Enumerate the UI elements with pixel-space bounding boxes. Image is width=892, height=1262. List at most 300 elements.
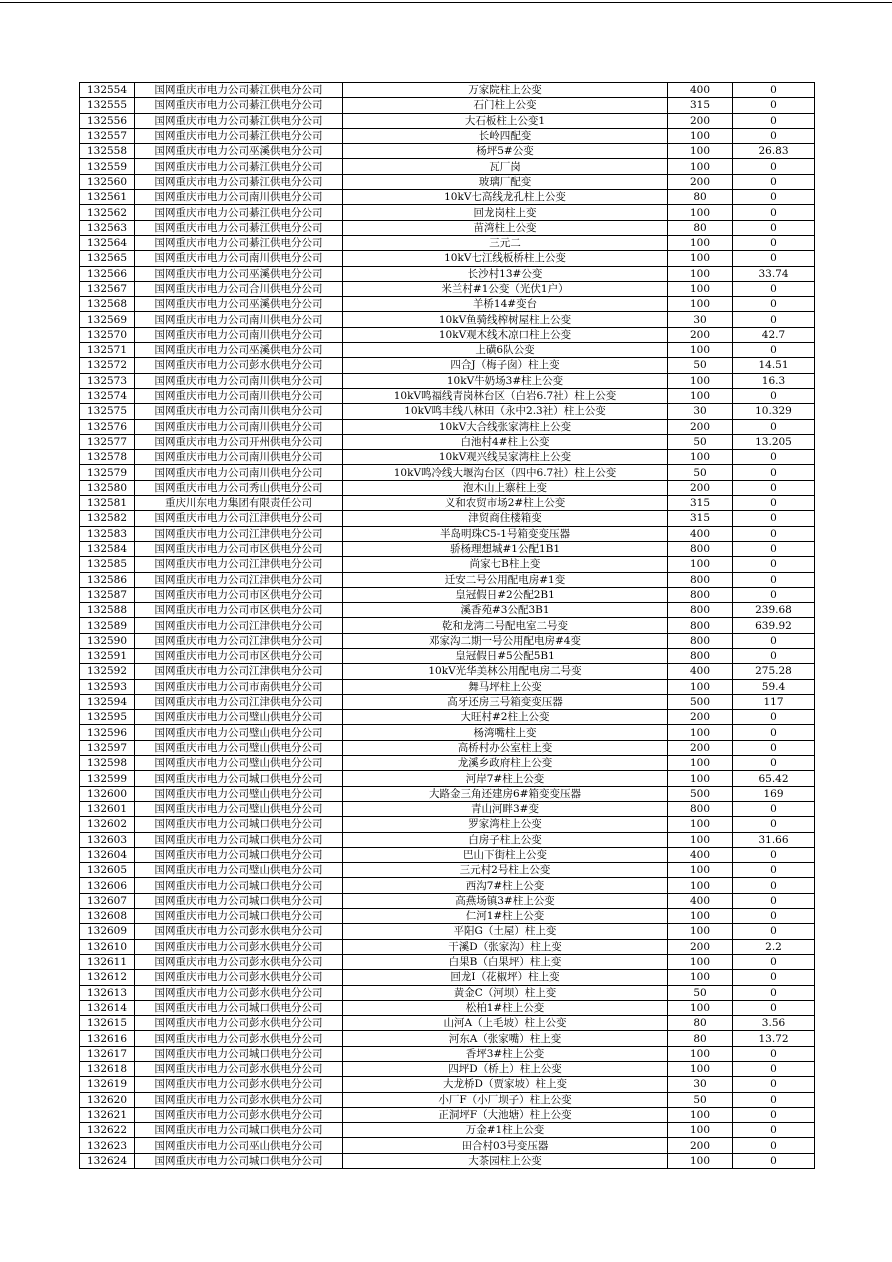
row-id-cell: 132575 [80, 404, 135, 419]
company-cell: 国网重庆市电力公司市区供电分公司 [135, 603, 343, 618]
table-row [80, 450, 815, 465]
transformer-name-cell: 田合村03号变压器 [343, 1138, 668, 1153]
capacity-cell: 200 [668, 113, 733, 128]
value-cell: 0 [733, 128, 815, 143]
row-id-cell: 132605 [80, 863, 135, 878]
value-cell: 0 [733, 235, 815, 250]
company-cell: 国网重庆市电力公司璧山供电分公司 [135, 710, 343, 725]
table-row [80, 1016, 815, 1031]
table-row [80, 771, 815, 786]
row-id-cell: 132588 [80, 603, 135, 618]
company-cell: 国网重庆市电力公司城口供电分公司 [135, 893, 343, 908]
table-row [80, 343, 815, 358]
row-id-cell: 132624 [80, 1153, 135, 1168]
transformer-name-cell: 四坪D（桥上）柱上公变 [343, 1062, 668, 1077]
value-cell: 14.51 [733, 358, 815, 373]
table-row [80, 159, 815, 174]
company-cell: 国网重庆市电力公司南川供电分公司 [135, 251, 343, 266]
value-cell: 0 [733, 526, 815, 541]
transformer-name-cell: 万金#1柱上公变 [343, 1123, 668, 1138]
company-cell: 国网重庆市电力公司璧山供电分公司 [135, 725, 343, 740]
capacity-cell: 200 [668, 1138, 733, 1153]
capacity-cell: 100 [668, 954, 733, 969]
capacity-cell: 800 [668, 801, 733, 816]
value-cell: 33.74 [733, 266, 815, 281]
value-cell: 42.7 [733, 327, 815, 342]
value-cell: 0 [733, 511, 815, 526]
table-row [80, 939, 815, 954]
table-row [80, 511, 815, 526]
company-cell: 国网重庆市电力公司市区供电分公司 [135, 541, 343, 556]
company-cell: 国网重庆市电力公司彭水供电分公司 [135, 1092, 343, 1107]
capacity-cell: 315 [668, 98, 733, 113]
value-cell: 0 [733, 954, 815, 969]
company-cell: 国网重庆市电力公司南川供电分公司 [135, 419, 343, 434]
value-cell: 0 [733, 557, 815, 572]
transformer-name-cell: 长沙村13#公变 [343, 266, 668, 281]
transformer-name-cell: 高桥村办公室柱上变 [343, 740, 668, 755]
company-cell: 国网重庆市电力公司江津供电分公司 [135, 511, 343, 526]
capacity-cell: 100 [668, 970, 733, 985]
value-cell: 169 [733, 786, 815, 801]
company-cell: 国网重庆市电力公司綦江供电分公司 [135, 128, 343, 143]
transformer-name-cell: 10kV七高线龙孔柱上公变 [343, 190, 668, 205]
row-id-cell: 132574 [80, 388, 135, 403]
value-cell: 0 [733, 909, 815, 924]
transformer-name-cell: 平阳G（土屋）柱上变 [343, 924, 668, 939]
transformer-name-cell: 玻璃厂配变 [343, 174, 668, 189]
row-id-cell: 132594 [80, 694, 135, 709]
table-row [80, 526, 815, 541]
transformer-name-cell: 溪香苑#3公配3B1 [343, 603, 668, 618]
company-cell: 国网重庆市电力公司城口供电分公司 [135, 1046, 343, 1061]
company-cell: 国网重庆市电力公司江津供电分公司 [135, 664, 343, 679]
table-row [80, 266, 815, 281]
table-row [80, 587, 815, 602]
row-id-cell: 132587 [80, 587, 135, 602]
row-id-cell: 132558 [80, 144, 135, 159]
value-cell: 0 [733, 1123, 815, 1138]
company-cell: 国网重庆市电力公司綦江供电分公司 [135, 113, 343, 128]
value-cell: 10.329 [733, 404, 815, 419]
value-cell: 0 [733, 648, 815, 663]
company-cell: 国网重庆市电力公司城口供电分公司 [135, 1000, 343, 1015]
table-row [80, 1046, 815, 1061]
value-cell: 59.4 [733, 679, 815, 694]
table-row [80, 1123, 815, 1138]
capacity-cell: 100 [668, 235, 733, 250]
row-id-cell: 132589 [80, 618, 135, 633]
transformer-name-cell: 10kV光华美林公用配电房二号变 [343, 664, 668, 679]
row-id-cell: 132567 [80, 281, 135, 296]
value-cell: 0 [733, 1153, 815, 1168]
row-id-cell: 132560 [80, 174, 135, 189]
capacity-cell: 800 [668, 618, 733, 633]
table-row [80, 985, 815, 1000]
value-cell: 639.92 [733, 618, 815, 633]
transformer-name-cell: 白果B（白果坪）柱上变 [343, 954, 668, 969]
company-cell: 国网重庆市电力公司巫溪供电分公司 [135, 343, 343, 358]
value-cell: 0 [733, 970, 815, 985]
company-cell: 国网重庆市电力公司南川供电分公司 [135, 190, 343, 205]
transformer-name-cell: 干溪D（张家沟）柱上变 [343, 939, 668, 954]
company-cell: 国网重庆市电力公司綦江供电分公司 [135, 98, 343, 113]
table-row [80, 1153, 815, 1168]
value-cell: 0 [733, 633, 815, 648]
row-id-cell: 132591 [80, 648, 135, 663]
table-row [80, 98, 815, 113]
table-row [80, 373, 815, 388]
table-row [80, 679, 815, 694]
company-cell: 国网重庆市电力公司璧山供电分公司 [135, 863, 343, 878]
company-cell: 国网重庆市电力公司南川供电分公司 [135, 327, 343, 342]
row-id-cell: 132583 [80, 526, 135, 541]
table-row [80, 633, 815, 648]
capacity-cell: 100 [668, 373, 733, 388]
capacity-cell: 100 [668, 679, 733, 694]
company-cell: 国网重庆市电力公司綦江供电分公司 [135, 174, 343, 189]
transformer-name-cell: 10kV观兴线吴家湾柱上公变 [343, 450, 668, 465]
row-id-cell: 132607 [80, 893, 135, 908]
transformer-name-cell: 10kV鱼骑线榨树屋柱上公变 [343, 312, 668, 327]
capacity-cell: 100 [668, 251, 733, 266]
transformer-name-cell: 皇冠假日#2公配2B1 [343, 587, 668, 602]
value-cell: 0 [733, 98, 815, 113]
row-id-cell: 132615 [80, 1016, 135, 1031]
capacity-cell: 200 [668, 174, 733, 189]
transformer-name-cell: 10kV牛奶场3#柱上公变 [343, 373, 668, 388]
row-id-cell: 132578 [80, 450, 135, 465]
value-cell: 0 [733, 740, 815, 755]
company-cell: 国网重庆市电力公司彭水供电分公司 [135, 1031, 343, 1046]
capacity-cell: 50 [668, 465, 733, 480]
value-cell: 0 [733, 1046, 815, 1061]
capacity-cell: 100 [668, 832, 733, 847]
value-cell: 0 [733, 924, 815, 939]
company-cell: 国网重庆市电力公司城口供电分公司 [135, 1123, 343, 1138]
transformer-name-cell: 10kV观木线木凉口柱上公变 [343, 327, 668, 342]
row-id-cell: 132609 [80, 924, 135, 939]
transformer-name-cell: 青山河畔3#变 [343, 801, 668, 816]
row-id-cell: 132565 [80, 251, 135, 266]
row-id-cell: 132593 [80, 679, 135, 694]
table-row [80, 878, 815, 893]
capacity-cell: 800 [668, 587, 733, 602]
row-id-cell: 132595 [80, 710, 135, 725]
value-cell: 0 [733, 801, 815, 816]
value-cell: 0 [733, 465, 815, 480]
value-cell: 0 [733, 297, 815, 312]
capacity-cell: 800 [668, 541, 733, 556]
transformer-name-cell: 巴山下街柱上公变 [343, 847, 668, 862]
row-id-cell: 132585 [80, 557, 135, 572]
value-cell: 0 [733, 113, 815, 128]
value-cell: 0 [733, 205, 815, 220]
table-row [80, 297, 815, 312]
table-row [80, 404, 815, 419]
table-row [80, 572, 815, 587]
value-cell: 0 [733, 419, 815, 434]
table-row [80, 480, 815, 495]
transformer-name-cell: 西沟7#柱上公变 [343, 878, 668, 893]
transformer-name-cell: 10kV鸣冷线大堰沟台区（四中6.7社）柱上公变 [343, 465, 668, 480]
transformer-name-cell: 大旺村#2柱上公变 [343, 710, 668, 725]
value-cell: 0 [733, 450, 815, 465]
row-id-cell: 132617 [80, 1046, 135, 1061]
table-row [80, 496, 815, 511]
value-cell: 0 [733, 251, 815, 266]
transformer-name-cell: 上磺6队公变 [343, 343, 668, 358]
table-row [80, 465, 815, 480]
table-row [80, 786, 815, 801]
table-row [80, 970, 815, 985]
company-cell: 国网重庆市电力公司彭水供电分公司 [135, 954, 343, 969]
table-row [80, 358, 815, 373]
table-row [80, 817, 815, 832]
value-cell: 0 [733, 281, 815, 296]
transformer-name-cell: 小厂F（小厂坝子）柱上公变 [343, 1092, 668, 1107]
capacity-cell: 100 [668, 756, 733, 771]
value-cell: 0 [733, 496, 815, 511]
row-id-cell: 132600 [80, 786, 135, 801]
table-row [80, 1138, 815, 1153]
table-row [80, 725, 815, 740]
row-id-cell: 132618 [80, 1062, 135, 1077]
table-row [80, 893, 815, 908]
transformer-name-cell: 罗家湾柱上公变 [343, 817, 668, 832]
row-id-cell: 132601 [80, 801, 135, 816]
transformer-name-cell: 10kV鸣丰线八林田（永中2.3社）柱上公变 [343, 404, 668, 419]
company-cell: 重庆川东电力集团有限责任公司 [135, 496, 343, 511]
capacity-cell: 800 [668, 572, 733, 587]
value-cell: 0 [733, 312, 815, 327]
value-cell: 26.83 [733, 144, 815, 159]
row-id-cell: 132564 [80, 235, 135, 250]
transformer-name-cell: 乾和龙湾二号配电室二号变 [343, 618, 668, 633]
transformer-name-cell: 长岭四配变 [343, 128, 668, 143]
company-cell: 国网重庆市电力公司璧山供电分公司 [135, 786, 343, 801]
row-id-cell: 132561 [80, 190, 135, 205]
value-cell: 239.68 [733, 603, 815, 618]
value-cell: 0 [733, 480, 815, 495]
row-id-cell: 132570 [80, 327, 135, 342]
capacity-cell: 100 [668, 281, 733, 296]
value-cell: 0 [733, 710, 815, 725]
row-id-cell: 132616 [80, 1031, 135, 1046]
transformer-name-cell: 黄金C（河坝）柱上变 [343, 985, 668, 1000]
row-id-cell: 132592 [80, 664, 135, 679]
company-cell: 国网重庆市电力公司巫溪供电分公司 [135, 297, 343, 312]
value-cell: 0 [733, 541, 815, 556]
value-cell: 0 [733, 863, 815, 878]
value-cell: 0 [733, 343, 815, 358]
transformer-name-cell: 米兰村#1公变（光伏1户） [343, 281, 668, 296]
capacity-cell: 100 [668, 144, 733, 159]
row-id-cell: 132559 [80, 159, 135, 174]
table-row [80, 954, 815, 969]
company-cell: 国网重庆市电力公司江津供电分公司 [135, 557, 343, 572]
table-row [80, 1031, 815, 1046]
value-cell: 2.2 [733, 939, 815, 954]
capacity-cell: 400 [668, 847, 733, 862]
table-row [80, 113, 815, 128]
company-cell: 国网重庆市电力公司綦江供电分公司 [135, 205, 343, 220]
table-row [80, 327, 815, 342]
row-id-cell: 132608 [80, 909, 135, 924]
transformer-name-cell: 高牙还房三号箱变变压器 [343, 694, 668, 709]
row-id-cell: 132571 [80, 343, 135, 358]
capacity-cell: 200 [668, 939, 733, 954]
capacity-cell: 200 [668, 480, 733, 495]
transformer-name-cell: 大茶园柱上公变 [343, 1153, 668, 1168]
row-id-cell: 132606 [80, 878, 135, 893]
value-cell: 0 [733, 1062, 815, 1077]
value-cell: 117 [733, 694, 815, 709]
company-cell: 国网重庆市电力公司城口供电分公司 [135, 1153, 343, 1168]
row-id-cell: 132619 [80, 1077, 135, 1092]
table-row [80, 756, 815, 771]
table-row [80, 832, 815, 847]
row-id-cell: 132573 [80, 373, 135, 388]
capacity-cell: 100 [668, 924, 733, 939]
table-row [80, 251, 815, 266]
row-id-cell: 132563 [80, 220, 135, 235]
transformer-name-cell: 回龙岗柱上变 [343, 205, 668, 220]
capacity-cell: 500 [668, 694, 733, 709]
row-id-cell: 132611 [80, 954, 135, 969]
capacity-cell: 100 [668, 1123, 733, 1138]
transformer-name-cell: 骄杨理想城#1公配1B1 [343, 541, 668, 556]
value-cell: 0 [733, 1077, 815, 1092]
transformer-name-cell: 河东A（张家嘴）柱上变 [343, 1031, 668, 1046]
table-row [80, 557, 815, 572]
value-cell: 0 [733, 159, 815, 174]
capacity-cell: 100 [668, 297, 733, 312]
company-cell: 国网重庆市电力公司江津供电分公司 [135, 618, 343, 633]
table-row [80, 190, 815, 205]
capacity-cell: 400 [668, 893, 733, 908]
company-cell: 国网重庆市电力公司綦江供电分公司 [135, 83, 343, 98]
table-row [80, 83, 815, 98]
capacity-cell: 100 [668, 771, 733, 786]
company-cell: 国网重庆市电力公司巫山供电分公司 [135, 1138, 343, 1153]
capacity-cell: 315 [668, 511, 733, 526]
table-row [80, 174, 815, 189]
capacity-cell: 80 [668, 190, 733, 205]
value-cell: 31.66 [733, 832, 815, 847]
capacity-cell: 100 [668, 450, 733, 465]
row-id-cell: 132584 [80, 541, 135, 556]
transformer-name-cell: 尚家七B柱上变 [343, 557, 668, 572]
capacity-cell: 100 [668, 557, 733, 572]
capacity-cell: 30 [668, 404, 733, 419]
row-id-cell: 132604 [80, 847, 135, 862]
company-cell: 国网重庆市电力公司城口供电分公司 [135, 832, 343, 847]
value-cell: 13.205 [733, 434, 815, 449]
transformer-name-cell: 高燕场镇3#柱上公变 [343, 893, 668, 908]
row-id-cell: 132554 [80, 83, 135, 98]
row-id-cell: 132568 [80, 297, 135, 312]
capacity-cell: 100 [668, 159, 733, 174]
table-row [80, 235, 815, 250]
transformer-name-cell: 瓦厂岗 [343, 159, 668, 174]
value-cell: 0 [733, 174, 815, 189]
company-cell: 国网重庆市电力公司彭水供电分公司 [135, 1016, 343, 1031]
transformer-name-cell: 迁安二号公用配电房#1变 [343, 572, 668, 587]
transformer-name-cell: 龙溪乡政府柱上公变 [343, 756, 668, 771]
company-cell: 国网重庆市电力公司开州供电分公司 [135, 434, 343, 449]
transformer-name-cell: 万家院柱上公变 [343, 83, 668, 98]
row-id-cell: 132580 [80, 480, 135, 495]
row-id-cell: 132620 [80, 1092, 135, 1107]
row-id-cell: 132586 [80, 572, 135, 587]
capacity-cell: 800 [668, 648, 733, 663]
row-id-cell: 132603 [80, 832, 135, 847]
capacity-cell: 30 [668, 312, 733, 327]
row-id-cell: 132610 [80, 939, 135, 954]
table-body [80, 83, 815, 1169]
row-id-cell: 132557 [80, 128, 135, 143]
value-cell: 0 [733, 1000, 815, 1015]
capacity-cell: 200 [668, 740, 733, 755]
transformer-name-cell: 义和农贸市场2#柱上公变 [343, 496, 668, 511]
row-id-cell: 132612 [80, 970, 135, 985]
transformer-name-cell: 松柏1#柱上公变 [343, 1000, 668, 1015]
table-row [80, 144, 815, 159]
value-cell: 0 [733, 1092, 815, 1107]
table-row [80, 863, 815, 878]
company-cell: 国网重庆市电力公司彭水供电分公司 [135, 985, 343, 1000]
capacity-cell: 100 [668, 863, 733, 878]
table-row [80, 801, 815, 816]
value-cell: 0 [733, 878, 815, 893]
company-cell: 国网重庆市电力公司南川供电分公司 [135, 450, 343, 465]
capacity-cell: 100 [668, 725, 733, 740]
transformer-name-cell: 津贸商住楼箱变 [343, 511, 668, 526]
company-cell: 国网重庆市电力公司綦江供电分公司 [135, 159, 343, 174]
row-id-cell: 132590 [80, 633, 135, 648]
capacity-cell: 100 [668, 817, 733, 832]
company-cell: 国网重庆市电力公司綦江供电分公司 [135, 235, 343, 250]
transformer-name-cell: 石门柱上公变 [343, 98, 668, 113]
row-id-cell: 132613 [80, 985, 135, 1000]
transformer-name-cell: 三元二 [343, 235, 668, 250]
capacity-cell: 80 [668, 220, 733, 235]
table-row [80, 205, 815, 220]
capacity-cell: 100 [668, 1046, 733, 1061]
company-cell: 国网重庆市电力公司璧山供电分公司 [135, 801, 343, 816]
transformer-name-cell: 羊桥14#变台 [343, 297, 668, 312]
company-cell: 国网重庆市电力公司南川供电分公司 [135, 312, 343, 327]
company-cell: 国网重庆市电力公司江津供电分公司 [135, 694, 343, 709]
row-id-cell: 132622 [80, 1123, 135, 1138]
capacity-cell: 100 [668, 205, 733, 220]
capacity-cell: 30 [668, 1077, 733, 1092]
company-cell: 国网重庆市电力公司南川供电分公司 [135, 373, 343, 388]
table-row [80, 618, 815, 633]
capacity-cell: 100 [668, 1000, 733, 1015]
table-row [80, 847, 815, 862]
transformer-name-cell: 白房子柱上公变 [343, 832, 668, 847]
company-cell: 国网重庆市电力公司南川供电分公司 [135, 404, 343, 419]
capacity-cell: 100 [668, 1107, 733, 1122]
value-cell: 0 [733, 985, 815, 1000]
table-row [80, 1107, 815, 1122]
company-cell: 国网重庆市电力公司城口供电分公司 [135, 878, 343, 893]
row-id-cell: 132599 [80, 771, 135, 786]
capacity-cell: 100 [668, 343, 733, 358]
row-id-cell: 132569 [80, 312, 135, 327]
